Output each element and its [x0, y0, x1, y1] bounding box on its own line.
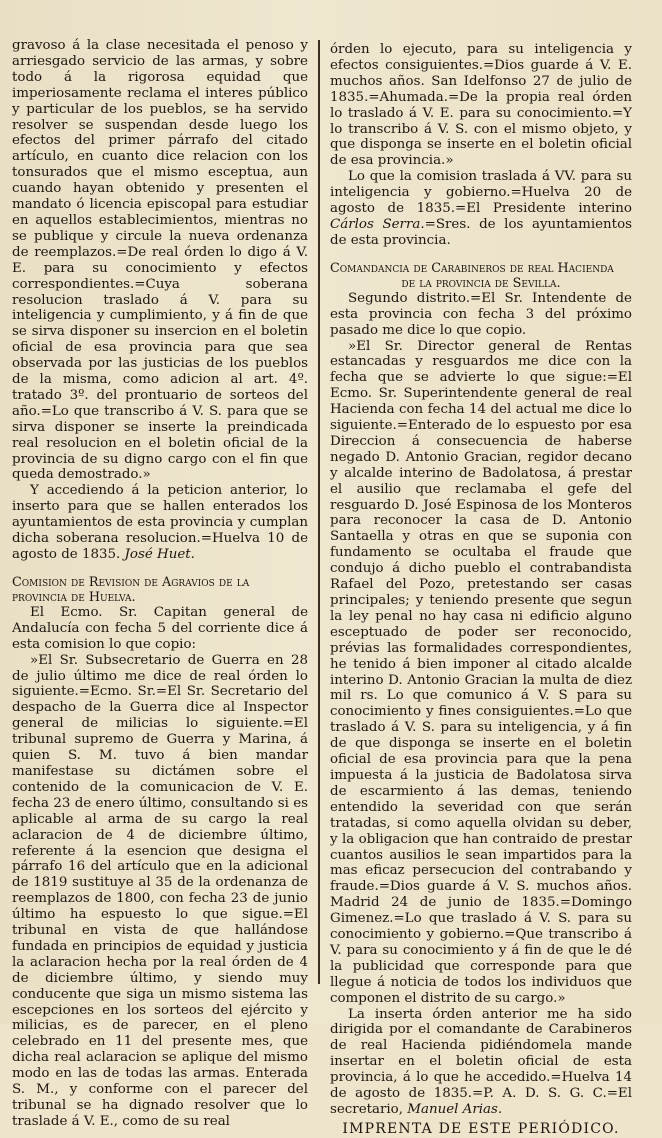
- article-closing: [330, 1007, 632, 1118]
- article-closing-text: Y accediendo á la peticion anterior, lo inserto para que se hallen enterados los ayuntamientos de esta provincia y cumplan dicha soberana resolucion.=Huelva 10 de agosto de 1835.: [12, 483, 308, 562]
- article-closing-text: Lo que la comision traslada á VV. para su inteligencia y gobierno.=Huelva 20 de agosto de 1835.=El Presidente interino: [330, 169, 632, 217]
- imprint-line: IMPRENTA DE ESTE PERIÓDICO.: [342, 1120, 620, 1137]
- left-column: [12, 38, 308, 1130]
- addressee: =Sres. de los ayuntamientos de esta provincia.: [330, 216, 632, 248]
- section-heading: Comision de Revision de Agravios de la provincia de Huelva.: [12, 574, 250, 605]
- quoted-order: »El Sr. Subsecretario de Guerra en 28 de julio último me dice de real órden lo siguiente.=Ecmo. Sr.=El Sr. Secretario del despacho de la Guerra dice al Inspector general de milicias lo siguiente.=El tribunal supremo de Guerra y Marina, á quien S. M. tuvo á bien mandar manifestase su dictámen sobre el contenido de la comunicacion de V. E. fecha 23 de enero último, consultando si es aplicable al arma de su cargo la real aclaracion de 4 de diciembre último, referente á la esencion que designa el párrafo 16 del artículo que en la adicional de 1819 sustituye al 35 de la ordenanza de reemplazos de 1800, con fecha 23 de junio último ha espuesto lo que sigue.=El tribunal en vista de que hallándose fundada en principios de equidad y justicia la aclaracion hecha por la real órden de 4 de diciembre último, y siendo muy conducente que siga un mismo sistema las escepciones en los sorteos del ejército y milicias, es de parecer, en el pleno celebrado en 11 del presente mes, que dicha real aclaracion se aplique del mismo modo en las de todas las armas. Enterada S. M., y conforme con el parecer del tribunal se ha dignado resolver que lo traslade á V. E., como de su real: [12, 652, 308, 1129]
- article-closing: [330, 169, 632, 249]
- signature: José Huet.: [124, 547, 195, 562]
- section-heading: [330, 261, 632, 291]
- quoted-order: »El Sr. Director general de Rentas estancadas y resguardos me dice con la fecha que se advierte lo que sigue:=El Ecmo. Sr. Superintendente general de real Hacienda con fecha 14 del actual me dice lo siguiente.=Enterado de lo espuesto por esa Direccion á consecuencia de haberse negado D. Antonio Gracian, regidor decano y alcalde interino de Badolatosa, á prestar el ausilio que reclamaba el gefe del resguardo D. José Espinosa de los Monteros para reconocer la casa de D. Antonio Santaella y otras en que se suponia con fundamento se ocultaba el fraude que condujo á dicho pueblo el contrabandista Rafael del Pozo, pretestando ser casas principales; y teniendo presente que segun la ley penal no hay casa ni edificio alguno esceptuado de poder ser reconocido, prévias las formalidades correspondientes, he tenido á bien imponer al citado alcalde interino D. Antonio Gracian la multa de diez mil rs. Lo que comunico á V. S para su conocimiento y fines consiguientes.=Lo que traslado á V. S. para su inteligencia, y á fin de que disponga se inserte en el boletin oficial de esa provincia para que la pena impuesta á la justicia de Badolatosa sirva de escarmiento á las demas, teniendo entendido la severidad con que serán tratadas, si como aquella olvidan su deber, y la obligacion que han contraido de prestar cuantos ausilios le sean impartidos para la mas eficaz persecucion del contrabando y fraude.=Dios guarde á V. S. muchos años. Madrid 24 de junio de 1835.=Domingo Gimenez.=Lo que traslado á V. S. para su conocimiento y gobierno.=Que transcribo á V. para su conocimiento y á fin de que le dé la publicidad que corresponde para que llegue á noticia de todos los individuos que componen el distrito de su cargo.»: [330, 338, 632, 1006]
- section-heading-main: Comandancia de Carabineros de real Hacienda: [330, 260, 614, 276]
- article-continuation: órden lo ejecuto, para su inteligencia y efectos consiguientes.=Dios guarde á V. E. muchos años. San Idelfonso 27 de julio de 1835.=Ahumada.=De la propia real órden lo traslado á V. E. para su conocimiento.=Y lo transcribo á V. S. con el mismo objeto, y que disponga se inserte en el boletin oficial de esa provincia.»: [330, 42, 632, 169]
- column-divider: [318, 40, 320, 984]
- paragraph: Segundo distrito.=El Sr. Intendente de esta provincia con fecha 3 del próximo pasado me dice lo que copio.: [330, 290, 632, 338]
- signature: Cárlos Serra.: [330, 216, 425, 232]
- article-closing-text: La inserta órden anterior me ha sido dirigida por el comandante de Carabineros de real Hacienda pidiéndomela mande insertar en el boletin oficial de esta provincia, á lo que he accedido.=Huelva 14 de agosto de 1835.=P. A. D. S. G. C.=El secretario,: [330, 1006, 632, 1117]
- article-closing: [12, 483, 308, 563]
- right-column: [330, 42, 632, 1138]
- signature: Manuel Arias.: [407, 1102, 503, 1117]
- article-continuation: gravoso á la clase necesitada el penoso y arriesgado servicio de las armas, y sobre todo á la rigorosa equidad que imperiosamente reclama el interes público y particular de los pueblos, se ha servido resolver se suspendan desde luego los efectos del primer párrafo del citado artículo, en cuanto dice relacion con los tonsurados que el mismo esceptua, aun cuando hayan obtenido y presenten el mandato ó licencia episcopal para estudiar en aquellos establecimientos, mientras no se publique y circule la nueva ordenanza de reemplazos.=De real órden lo digo á V. E. para su conocimiento y efectos correspondientes.=Cuya soberana resolucion traslado á V. para su inteligencia y cumplimiento, y á fin de que se sirva disponer su insercion en el boletin oficial de esa provincia para que sea observada por las justicias de los pueblos de la misma, como adicion al art. 4º. tratado 3º. del prontuario de sorteos del año.=Lo que transcribo á V. S. para que se sirva disponer se inserte la preindicada real resolucion en el boletin oficial de la provincia de su digno cargo con el fin que queda demostrado.»: [12, 38, 308, 483]
- section-heading-sub: de la provincia de Sevilla.: [401, 275, 561, 291]
- paragraph: El Ecmo. Sr. Capitan general de Andalucía con fecha 5 del corriente dice á esta comision lo que copio:: [12, 604, 308, 652]
